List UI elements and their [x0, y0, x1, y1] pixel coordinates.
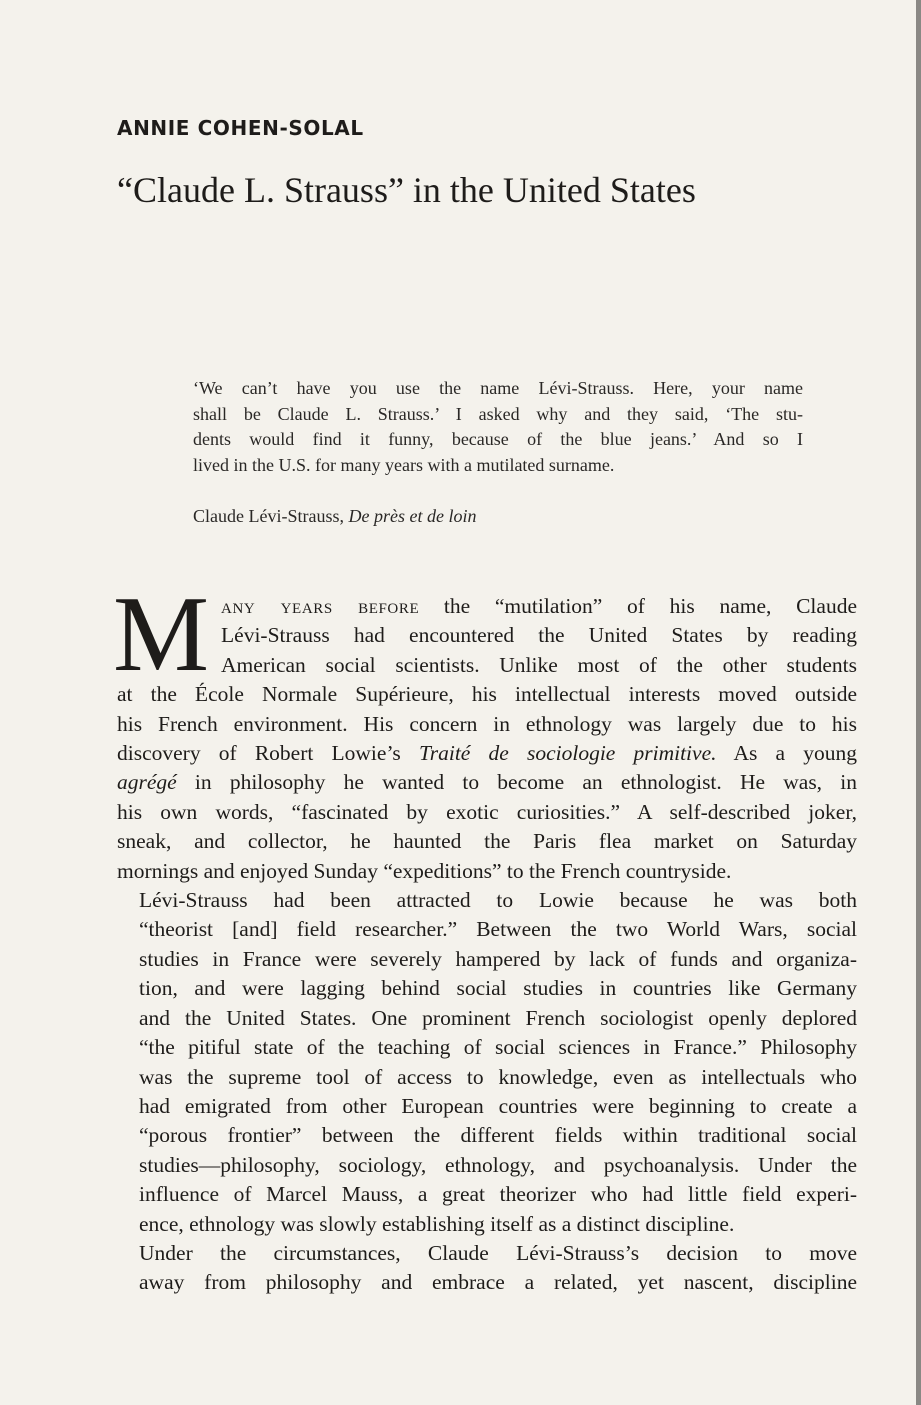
body-line: agrégé in philosophy he wanted to become an ethnologist. He was, in	[117, 770, 857, 795]
book-title-italic: Traité de sociologie primitive.	[418, 741, 717, 766]
epigraph-source	[193, 504, 803, 530]
body-line: American social scientists. Unlike most of the other students	[221, 652, 857, 677]
body-line: studies in France were severely hampered by lack of funds and organiza-	[139, 946, 857, 971]
body-line: Lévi-Strauss had encountered the United States by reading	[221, 623, 857, 648]
body-line: his own words, “fascinated by exotic curiosities.” A self-described joker,	[117, 799, 857, 824]
body-line: and the United States. One prominent French sociologist openly deplored	[139, 1005, 857, 1030]
epigraph-line: ‘We can’t have you use the name Lévi-Strauss. Here, your name	[193, 378, 803, 398]
body-line: “theorist [and] field researcher.” Between the two World Wars, social	[139, 917, 857, 942]
body-line: studies—philosophy, sociology, ethnology, and psychoanalysis. Under the	[139, 1152, 857, 1177]
chapter-title: “Claude L. Strauss” in the United States	[117, 170, 696, 210]
epigraph-source-work: De près et de loin	[348, 506, 477, 527]
chapter-author: ANNIE COHEN-SOLAL	[117, 116, 364, 140]
body-line: discovery of Robert Lowie’s Traité de sociologie primitive. As a young	[117, 741, 858, 766]
body-line: had emigrated from other European countries were beginning to create a	[139, 1093, 857, 1118]
body-line: sneak, and collector, he haunted the Paris flea market on Saturday	[117, 829, 857, 854]
epigraph-quote	[193, 376, 803, 478]
epigraph-source-author: Claude Lévi-Strauss,	[193, 506, 344, 527]
small-caps-lead: any years before	[221, 594, 420, 618]
body-line: any years before the “mutilation” of his name, Claude	[221, 594, 857, 618]
body-line: mornings and enjoyed Sunday “expeditions” to the French countryside.	[117, 858, 732, 883]
epigraph-line: dents would find it funny, because of the blue jeans.’ And so I	[193, 429, 803, 450]
body-line: “porous frontier” between the different fields within traditional social	[139, 1123, 857, 1148]
epigraph-line: shall be Claude L. Strauss.’ I asked why and they said, ‘The stu-	[193, 403, 803, 424]
body-line: influence of Marcel Mauss, a great theorizer who had little field experi-	[139, 1182, 857, 1207]
page-edge	[916, 0, 921, 1405]
body-line: tion, and were lagging behind social studies in countries like Germany	[139, 976, 857, 1001]
paragraph-2	[117, 886, 857, 1239]
body-line: was the supreme tool of access to knowledge, even as intellectuals who	[139, 1064, 857, 1089]
drop-cap: M	[113, 575, 210, 694]
body-line: his French environment. His concern in ethnology was largely due to his	[117, 711, 857, 736]
paragraph-3	[117, 1239, 857, 1298]
body-line: ence, ethnology was slowly establishing itself as a distinct discipline.	[139, 1211, 735, 1236]
body-line: Lévi-Strauss had been attracted to Lowie because he was both	[139, 888, 857, 913]
paragraph-1	[113, 575, 858, 886]
body-line: away from philosophy and embrace a related, yet nascent, discipline	[139, 1270, 857, 1295]
body-line: “the pitiful state of the teaching of social sciences in France.” Philosophy	[139, 1035, 857, 1060]
body-line: at the École Normale Supérieure, his intellectual interests moved outside	[117, 682, 857, 707]
epigraph-line: lived in the U.S. for many years with a mutilated surname.	[193, 454, 615, 475]
body-line: Under the circumstances, Claude Lévi-Strauss’s decision to move	[139, 1240, 857, 1265]
epigraph	[193, 376, 803, 530]
agrege-italic: agrégé	[117, 770, 177, 795]
body-text	[113, 575, 858, 1298]
